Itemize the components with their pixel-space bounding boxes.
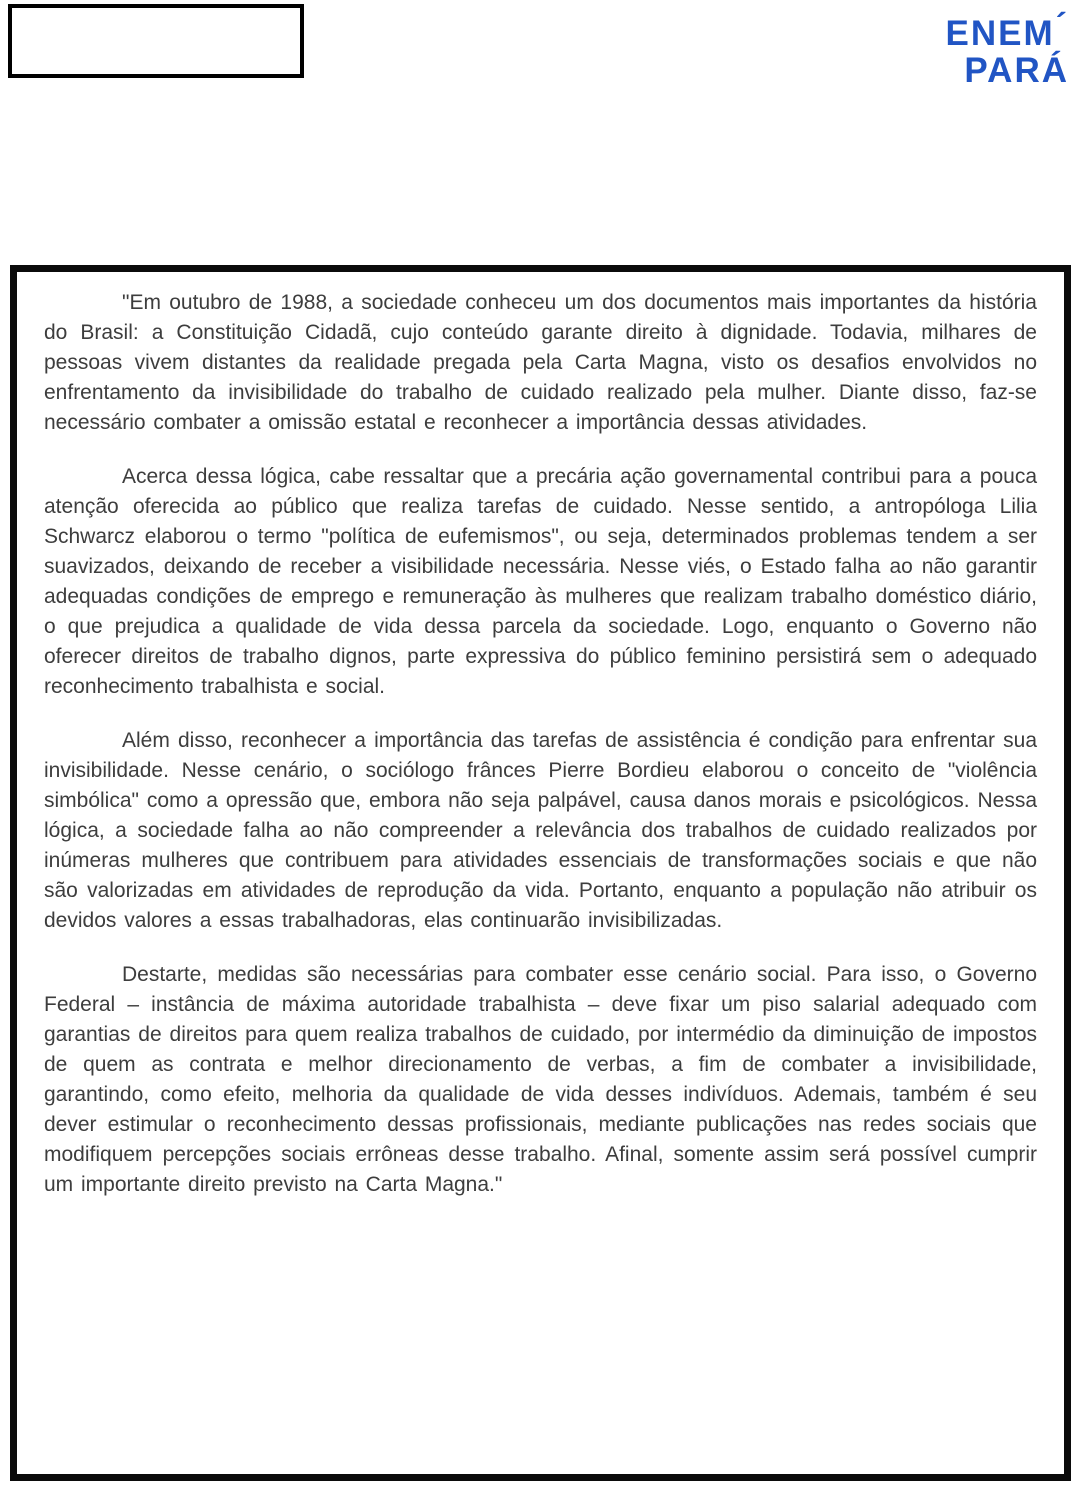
logo-text-para: PARÁ (964, 51, 1069, 90)
essay-paragraph-3: Além disso, reconhecer a importância das tarefas de assistência é condição para enfrentar sua invisibilidade. Nesse cenário, o sociólogo frânces Pierre Bordieu elaborou o conceito de "violência simbólica" como a opressão que, embora não seja palpável, causa danos morais e psicológicos. Nessa lógica, a sociedade falha ao não compreender a relevância dos trabalhos de cuidado realizados por inúmeras mulheres que contribuem para atividades essenciais de transformações sociais e que não são valorizadas em atividades de reprodução da vida. Portanto, enquanto a população não atribuir os devidos valores a essas trabalhadoras, elas continuarão invisibilizadas. (44, 729, 1037, 932)
logo-line-enem (945, 7, 1069, 53)
essay-paragraph-2: Acerca dessa lógica, cabe ressaltar que a precária ação governamental contribui para a pouca atenção oferecida ao público que realiza tarefas de cuidado. Nesse sentido, a antropóloga Lilia Schwarcz elaborou o termo "política de eufemismos", ou seja, determinados problemas tendem a ser suavizados, deixando de receber a visibilidade necessária. Nesse viés, o Estado falha ao não garantir adequadas condições de emprego e remuneração às mulheres que realizam trabalho doméstico diário, o que prejudica a qualidade de vida dessa parcela da sociedade. Logo, enquanto o Governo não oferecer direitos de trabalho dignos, parte expressiva do público feminino persistirá sem o adequado reconhecimento trabalhista e social. (44, 465, 1037, 698)
essay-paragraph-1: "Em outubro de 1988, a sociedade conheceu um dos documentos mais importantes da história do Brasil: a Constituição Cidadã, cujo conteúdo garante direito à dignidade. Todavia, milhares de pessoas vivem distantes da realidade pregada pela Carta Magna, visto os desafios envolvidos no enfrentamento da invisibilidade do trabalho de cuidado realizado pela mulher. Diante disso, faz-se necessário combater a omissão estatal e reconhecer a importância dessas atividades. (44, 291, 1037, 434)
logo-accent-mark: ´ (1055, 7, 1069, 45)
enem-para-logo (945, 7, 1069, 90)
essay-frame (10, 265, 1071, 1481)
name-field-box (8, 4, 304, 78)
essay-paragraph-4: Destarte, medidas são necessárias para combater esse cenário social. Para isso, o Governo Federal – instância de máxima autoridade trabalhista – deve fixar um piso salarial adequado com garantias de direitos para quem realiza trabalhos de cuidado, por intermédio da diminuição de impostos de quem as contrata e melhor direcionamento de verbas, a fim de combater a invisibilidade, garantindo, como efeito, melhoria da qualidade de vida desses indivíduos. Ademais, também é seu dever estimular o reconhecimento dessas profissionais, mediante publicações nas redes sociais que modifiquem percepções sociais errôneas desse trabalho. Afinal, somente assim será possível cumprir um importante direito previsto na Carta Magna." (44, 963, 1037, 1196)
logo-text-enem: ENEM (945, 14, 1055, 53)
